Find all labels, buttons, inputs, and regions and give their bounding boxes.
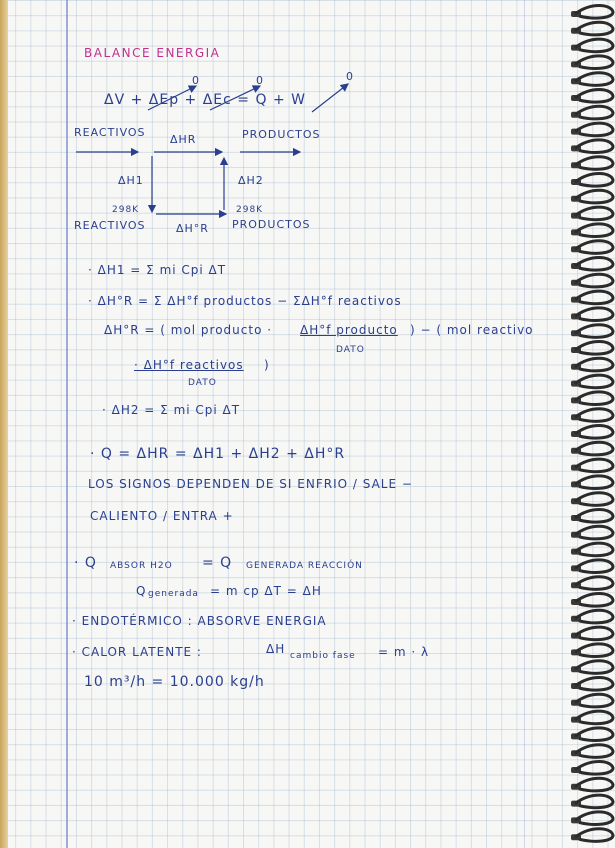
formula-hr-detail-a: ΔH°R = ( mol producto · <box>104 323 273 337</box>
spiral-ring <box>575 627 613 640</box>
endothermic-note: · ENDOTÉRMICO : ABSORVE ENERGIA <box>72 614 327 628</box>
spiral-ring <box>575 190 613 203</box>
spiral-ring <box>575 241 613 254</box>
q-generated-subscript: GENERADA REACCIÓN <box>246 561 363 571</box>
q-generated-formula: = m cp ΔT = ΔH <box>210 584 322 598</box>
spiral-ring <box>575 342 613 355</box>
spiral-ring <box>575 543 613 556</box>
spiral-ring <box>575 174 613 187</box>
formula-hr-detail-c: ) − ( mol reactivo <box>410 323 534 337</box>
spiral-ring <box>575 56 613 69</box>
spiral-ring <box>575 610 613 623</box>
page-title: BALANCE ENERGIA <box>84 46 221 60</box>
diagram-delta-h1: ΔH1 <box>118 174 144 187</box>
spiral-ring <box>575 73 613 86</box>
spiral-binding <box>565 0 615 848</box>
spiral-ring <box>575 728 613 741</box>
spiral-ring <box>575 22 613 35</box>
spiral-ring <box>575 644 613 657</box>
diagram-delta-hr-standard: ΔH°R <box>176 222 209 235</box>
spiral-ring <box>575 207 613 220</box>
formula-delta-h2: · ΔH2 = Σ mi Cpi ΔT <box>102 403 241 417</box>
spiral-ring <box>575 661 613 674</box>
diagram-temp-products: 298K <box>236 205 264 215</box>
formula-hr-detail-d: · ΔH°f reactivos <box>134 358 244 372</box>
formula-hr-detail-e: ) <box>264 358 270 372</box>
spiral-ring <box>575 392 613 405</box>
spiral-ring <box>575 308 613 321</box>
spiral-ring <box>575 560 613 573</box>
spiral-ring <box>575 90 613 103</box>
q-generated-formula-subscript: generada <box>148 589 199 599</box>
diagram-products-bottom: PRODUCTOS <box>232 218 311 231</box>
spiral-ring <box>575 6 613 19</box>
q-generated-symbol: = Q <box>202 555 233 571</box>
spiral-ring <box>575 358 613 371</box>
spiral-ring <box>575 325 613 338</box>
spiral-ring <box>575 409 613 422</box>
zero-mark-w: 0 <box>346 70 354 83</box>
flow-conversion: 10 m³/h = 10.000 kg/h <box>84 674 265 690</box>
spiral-ring <box>575 577 613 590</box>
diagram-products-label: PRODUCTOS <box>242 128 321 141</box>
signs-line-2: CALIENTO / ENTRA + <box>90 509 234 523</box>
spiral-ring <box>575 812 613 825</box>
spiral-ring <box>575 39 613 52</box>
q-generated-formula-symbol: Q <box>136 584 147 598</box>
dato-label-1: DATO <box>336 345 365 355</box>
diagram-delta-h2: ΔH2 <box>238 174 264 187</box>
spiral-ring <box>575 274 613 287</box>
diagram-temp-reactants: 298K <box>112 205 140 215</box>
spiral-ring <box>575 157 613 170</box>
spiral-ring <box>575 224 613 237</box>
spiral-ring <box>575 711 613 724</box>
latent-heat-delta-h: ΔH <box>266 642 286 656</box>
strike-arrow-ec <box>210 86 260 110</box>
formula-q: · Q = ΔHR = ΔH1 + ΔH2 + ΔH°R <box>90 446 346 462</box>
spiral-ring <box>575 442 613 455</box>
spiral-ring <box>575 375 613 388</box>
spiral-ring <box>575 594 613 607</box>
latent-heat-label: · CALOR LATENTE : <box>72 645 202 659</box>
q-absorbed-symbol: · Q <box>74 555 97 571</box>
spiral-ring <box>575 526 613 539</box>
spiral-ring <box>575 678 613 691</box>
latent-heat-formula: = m · λ <box>378 645 430 659</box>
diagram-reactants-bottom: REACTIVOS <box>74 219 146 232</box>
spiral-ring <box>575 510 613 523</box>
spiral-ring <box>575 459 613 472</box>
spiral-ring <box>575 140 613 153</box>
spiral-ring <box>575 426 613 439</box>
zero-mark-ec: 0 <box>256 74 264 87</box>
spiral-ring <box>575 123 613 136</box>
formula-delta-h1: · ΔH1 = Σ mi Cpi ΔT <box>88 263 227 277</box>
spiral-ring <box>575 745 613 758</box>
spiral-ring <box>575 778 613 791</box>
spiral-ring <box>575 795 613 808</box>
spiral-ring <box>575 106 613 119</box>
dato-label-2: DATO <box>188 378 217 388</box>
q-absorbed-subscript: ABSOR H2O <box>110 561 173 571</box>
energy-balance-equation: ΔV + ΔEp + ΔEc = Q + W <box>104 92 306 108</box>
spiral-ring <box>575 258 613 271</box>
spiral-ring <box>575 694 613 707</box>
spiral-ring <box>575 762 613 775</box>
formula-hr-detail-b: ΔH°f producto <box>300 323 398 337</box>
formula-delta-hr-standard: · ΔH°R = Σ ΔH°f productos − ΣΔH°f reactivos <box>88 294 402 308</box>
spiral-ring <box>575 493 613 506</box>
latent-heat-subscript: cambio fase <box>290 651 356 661</box>
strike-arrow-w <box>312 84 348 112</box>
signs-line-1: LOS SIGNOS DEPENDEN DE SI ENFRIO / SALE − <box>88 477 413 491</box>
zero-mark-ep: 0 <box>192 74 200 87</box>
diagram-delta-hr: ΔHR <box>170 133 197 146</box>
spiral-ring <box>575 829 613 842</box>
spiral-ring <box>575 291 613 304</box>
diagram-reactants-label: REACTIVOS <box>74 126 146 139</box>
strike-arrow-ep <box>148 86 196 110</box>
spiral-ring <box>575 476 613 489</box>
